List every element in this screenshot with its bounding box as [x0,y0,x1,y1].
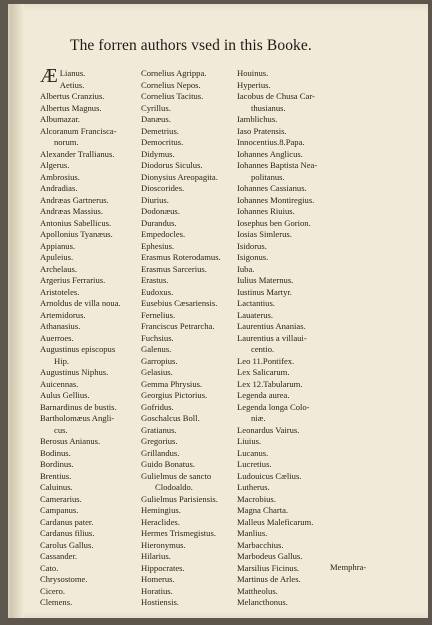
author-entry: Archelaus. [40,263,77,274]
author-entry: Ambrosius. [40,171,80,182]
author-entry: Diodorus Siculus. [141,160,203,170]
author-entry: Dodonæus. [141,206,180,216]
author-entry: Lutherus. [237,482,270,492]
author-entry: Heraclides. [141,516,180,527]
author-entry: Iohannes Cassianus. [237,183,307,193]
author-entry: Hieronymus. [141,539,186,550]
author-entry: Auerroes. [40,332,74,343]
author-entry: Gulielmus Parisiensis. [141,493,218,504]
page-gutter [10,4,24,618]
author-entry: Lauaterus. [237,309,274,320]
author-entry: Erasmus Sarcerius. [141,263,207,274]
author-entry: Homerus. [141,574,175,584]
author-entry: Isidorus. [237,240,267,251]
author-entry: Antonius Sabellicus. [40,217,112,228]
author-entry: Brentius. [40,470,72,481]
author-entry: Auicennas. [40,378,79,389]
author-entry: Iamblichus. [237,114,278,124]
author-entry: centio. [251,344,275,354]
author-entry: Iosephus ben Gorion. [237,217,311,228]
author-entry: Macrobius. [237,493,276,504]
author-entry: Grillandus. [141,447,180,458]
author-entry: Erasmus Roterodamus. [141,252,221,262]
author-entry: Albumazar. [40,114,80,124]
author-entry: Berosus Anianus. [40,436,101,446]
author-entry: Erastus. [141,275,169,285]
author-entry: cus. [54,424,68,435]
author-entry: Iohannes Baptista Nea- [237,160,318,170]
author-entry: Cassander. [40,551,77,561]
author-entry: Alexander Trallianus. [40,148,115,159]
author-entry: Cornelius Tacitus. [141,91,204,101]
author-entry: Augustinus Niphus. [40,367,109,377]
author-entry: Bordinus. [40,459,74,469]
author-entry: Bartholomæus Angli- [40,413,115,423]
author-entry: Manlius. [237,528,268,538]
author-entry: Andræas Gartnerus. [40,194,109,205]
author-entry: Apuleius. [40,252,74,262]
author-entry: Marsilius Ficinus. [237,562,300,573]
author-entry: Arnoldus de villa noua. [40,298,121,308]
page-title: The forren authors vsed in this Booke. [70,37,312,54]
author-entry: Hermes Trismegistus. [141,528,216,538]
author-entry: Legenda longa Colo- [237,401,310,412]
author-entry: Guido Bonatus. [141,459,195,469]
author-entry: Martinus de Arles. [237,574,301,584]
author-entry: Gratianus. [141,424,177,435]
author-entry: Hip. [54,355,70,366]
author-column-2 [141,68,221,609]
author-entry: Aulus Gellius. [40,390,90,400]
author-entry-text: Lianus. [59,68,86,78]
author-entry: Chrysostome. [40,574,88,584]
author-entry: Magna Charta. [237,505,289,515]
author-entry: Cicero. [40,585,66,596]
author-entry: Garropius. [141,355,178,366]
author-entry: Andradias. [40,183,78,193]
author-entry: Apollonius Tyanæus. [40,229,113,239]
author-entry: Alcoranum Francisca- [40,125,117,136]
author-entry: Iacobus de Chusa Car- [237,91,315,101]
author-entry: Marbacchius. [237,539,284,550]
author-entry: Lucretius. [237,459,272,469]
author-entry: Malleus Maleficarum. [237,516,314,527]
author-entry: politanus. [251,171,285,182]
author-entry: Clemens. [40,597,73,607]
author-entry: Cardanus pater. [40,516,94,527]
author-entry: Ephesius. [141,240,175,251]
author-entry: Albertus Magnus. [40,102,102,113]
author-entry: Appianus. [40,240,76,251]
author-entry: Clodoaldo. [155,482,193,492]
author-entry: Artemidorus. [40,309,86,320]
author-entry: Hyperius. [237,79,271,90]
author-entry: Eusebius Cæsariensis. [141,298,218,308]
author-entry: Melancthonus. [237,597,288,607]
author-entry: Fernelius. [141,309,176,320]
author-entry: Lex 12.Tabularum. [237,378,303,389]
author-entry: Gelasius. [141,367,173,377]
author-entry: Empedocles. [141,229,186,239]
author-entry: Iohannes Riuius. [237,206,295,216]
author-entry: Marbodeus Gallus. [237,551,303,561]
author-entry: Gulielmus de sancto [141,470,212,481]
author-entry: Demetrius. [141,125,179,136]
drop-capital: Æ [40,65,58,87]
author-entry: Eudoxus. [141,286,174,297]
author-entry: Algerus. [40,160,70,170]
author-entry: Democritus. [141,137,184,147]
author-entry: Albertus Cranzius. [40,91,105,101]
author-entry: Didymus. [141,148,175,159]
author-entry: Iohannes Montiregius. [237,194,315,205]
author-entry: Gofridus. [141,401,174,412]
author-entry: Legenda aurea. [237,390,290,400]
author-entry: Cato. [40,562,59,573]
author-entry: Diurius. [141,194,169,205]
author-entry: Mattheolus. [237,585,278,596]
author-entry: Ludouicus Cælius. [237,470,302,481]
author-entry: Galenus. [141,344,172,354]
author-entry: Houinus. [237,68,269,78]
author-entry: Carolus Gallus. [40,539,94,550]
author-entry: Athanasius. [40,321,81,331]
author-entry: norum. [54,137,79,147]
author-entry: Franciscus Petrarcha. [141,321,215,331]
author-entry: Fuchsius. [141,332,174,343]
catchword: Memphra- [330,562,367,572]
author-entry: Cardanus filius. [40,528,95,538]
author-entry: Andræas Massius. [40,206,104,216]
author-entry: Dioscorides. [141,183,185,193]
book-page [8,4,428,618]
author-entry: Lucanus. [237,447,269,458]
author-entry: Gregorius. [141,436,178,446]
author-entry: Caluinus. [40,482,73,492]
author-column-3 [237,68,317,609]
author-entry: Iaso Pratensis. [237,125,287,136]
author-entry: Hostiensis. [141,597,179,607]
author-entry: Liuius. [237,436,262,446]
author-entry: Hemingius. [141,505,181,515]
author-entry: Horatius. [141,585,173,596]
author-entry: Lactantius. [237,298,275,308]
author-entry: Gemma Phrysius. [141,378,203,389]
author-entry: Laurentius a villaui- [237,332,307,343]
author-entry: Camerarius. [40,493,82,504]
author-entry: Danæus. [141,114,171,124]
author-entry: Augustinus episcopus [40,344,116,354]
author-entry: niæ. [251,413,266,423]
author-entry: Iosias Simlerus. [237,229,292,239]
author-entry: Iustinus Martyr. [237,286,292,297]
author-entry: Cornelius Nepos. [141,79,201,90]
author-entry: Cyrillus. [141,102,171,113]
author-entry: Aristoteles. [40,286,80,297]
author-entry: Aetius. [59,79,85,90]
author-entry: Georgius Pictorius. [141,390,208,400]
author-entry: Barnardinus de bustis. [40,401,117,412]
author-column-1 [40,65,121,609]
author-entry: Iulius Maternus. [237,275,294,285]
author-entry: Lex Salicarum. [237,367,290,377]
author-entry: Cornelius Agrippa. [141,68,207,78]
author-entry: Iohannes Anglicus. [237,148,303,159]
author-entry: Argerius Ferrarius. [40,275,106,285]
author-entry: Campanus. [40,505,79,515]
author-entry: Leo 11.Pontifex. [237,355,295,366]
author-entry: Hippocrates. [141,562,185,573]
author-entry: Bodinus. [40,447,71,458]
author-entry: Isigonus. [237,252,269,262]
author-entry: Iuba. [237,263,255,274]
author-entry: Durandus. [141,217,177,228]
author-entry: Hilarius. [141,551,171,561]
author-entry: Leonardus Vairus. [237,424,300,435]
author-entry: thusianus. [251,102,286,113]
author-entry: Laurentius Ananias. [237,321,306,331]
author-entry: Innocentius.8.Papa. [237,137,305,147]
author-entry: Dionysius Areopagita. [141,171,218,182]
author-entry: Goschalcus Boll. [141,413,200,423]
